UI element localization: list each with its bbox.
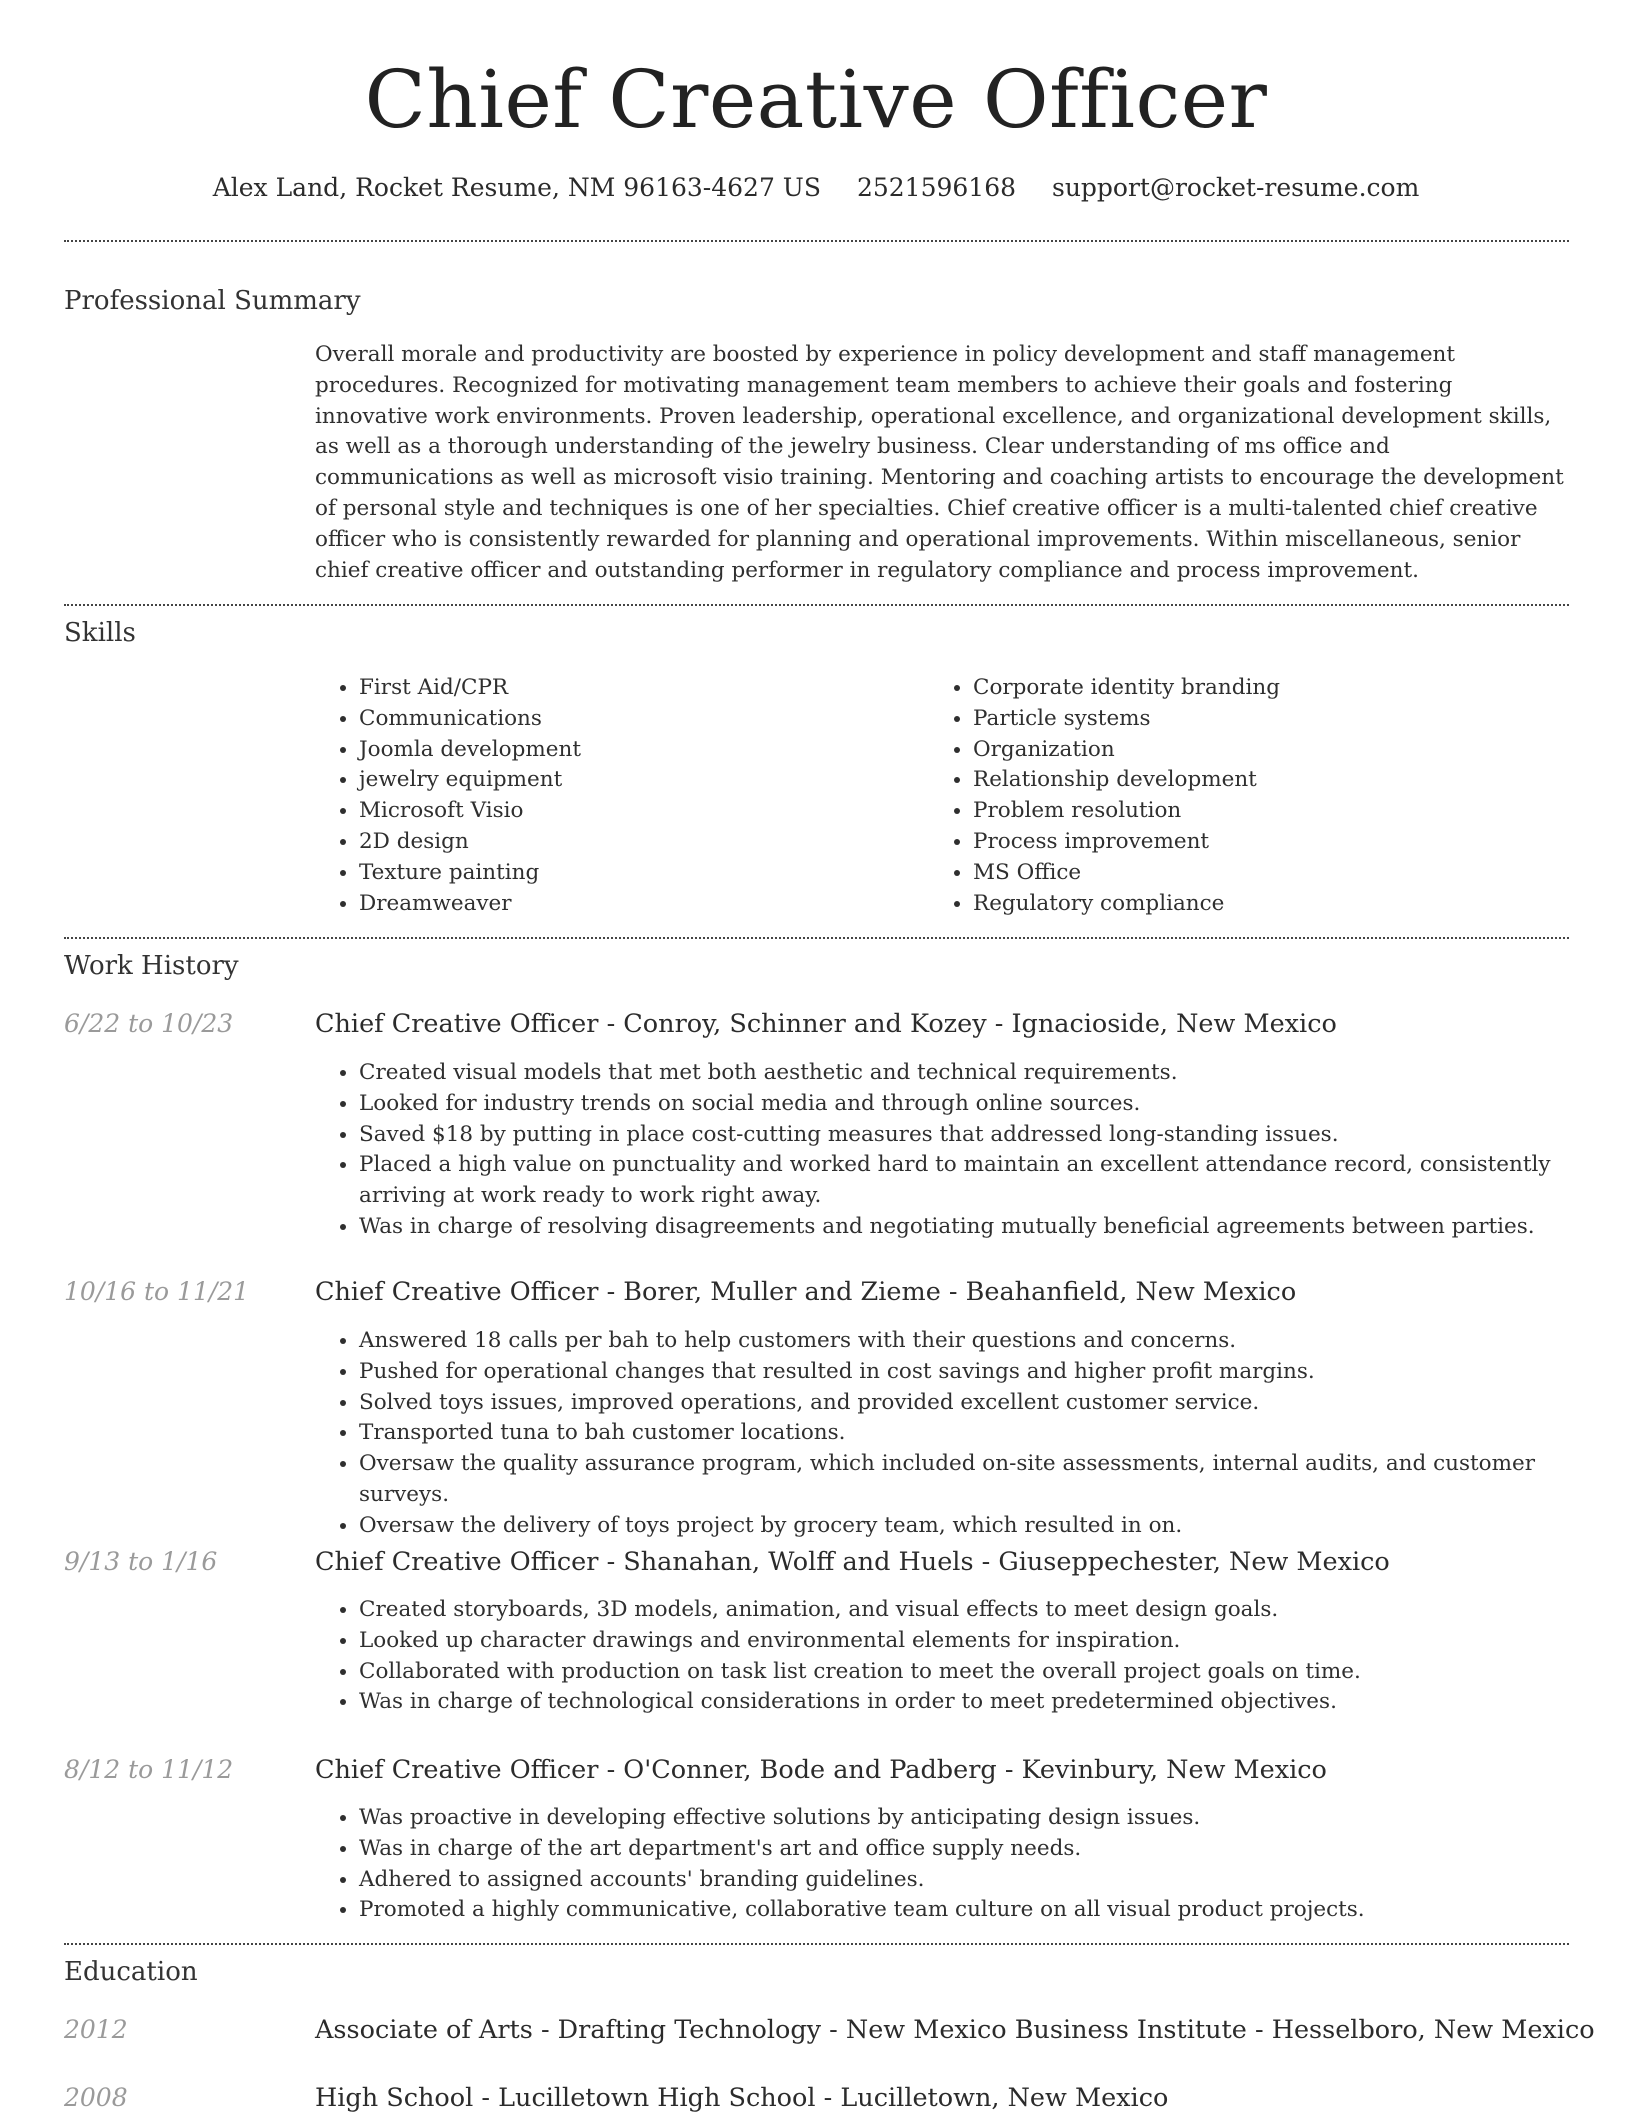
job-bullets [315,1058,1565,1243]
job-bullet: • Oversaw the delivery of toys project by grocery team, which resulted in on. [359,1511,1565,1542]
contact-line [0,170,1632,206]
job-bullet: • Looked for industry trends on social media and through online sources. [359,1089,1565,1120]
contact-phone: 2521596168 [856,173,1017,202]
job-bullet: • Placed a high value on punctuality and worked hard to maintain an excellent attendance record, consistently arriving at work ready to work right away. [359,1150,1565,1212]
skill-item: • Joomla development [359,735,915,766]
skill-item: • Organization [973,735,1549,766]
job-bullets [315,1595,1565,1718]
skills-column-right [929,673,1549,919]
skill-item: • Particle systems [973,704,1549,735]
skill-item: • Relationship development [973,765,1549,796]
job-title: Chief Creative Officer - O'Conner, Bode and Padberg - Kevinbury, New Mexico [315,1755,1327,1785]
education-year: 2012 [64,2015,128,2044]
job-bullet: • Collaborated with production on task list creation to meet the overall project goals on time. [359,1657,1565,1688]
skill-item: • Texture painting [359,858,915,889]
job-title: Chief Creative Officer - Conroy, Schinner and Kozey - Ignacioside, New Mexico [315,1009,1337,1039]
divider [64,937,1569,939]
job-title: Chief Creative Officer - Borer, Muller and Zieme - Beahanfield, New Mexico [315,1277,1297,1307]
skill-item: • Communications [359,704,915,735]
skill-item: • MS Office [973,858,1549,889]
divider [64,1943,1569,1945]
skill-item: • Dreamweaver [359,889,915,920]
skills-column-left [315,673,915,919]
skill-item: • Process improvement [973,827,1549,858]
job-bullet: • Pushed for operational changes that resulted in cost savings and higher profit margins. [359,1357,1565,1388]
resume-title: Chief Creative Officer [364,53,1268,146]
job-bullet: • Answered 18 calls per bah to help customers with their questions and concerns. [359,1326,1565,1357]
education-title: High School - Lucilletown High School - Lucilletown, New Mexico [315,2083,1169,2113]
skill-item: • Corporate identity branding [973,673,1549,704]
job-bullet: • Was in charge of the art department's art and office supply needs. [359,1834,1565,1865]
job-bullet: • Promoted a highly communicative, collaborative team culture on all visual product projects. [359,1895,1565,1926]
job-dates: 8/12 to 11/12 [64,1755,234,1784]
job-bullet: • Was proactive in developing effective solutions by anticipating design issues. [359,1803,1565,1834]
job-bullets [315,1803,1565,1926]
job-bullet: • Adhered to assigned accounts' branding guidelines. [359,1865,1565,1896]
section-heading-education: Education [64,1957,198,1987]
job-dates: 10/16 to 11/21 [64,1277,250,1306]
job-bullet: • Was in charge of technological considerations in order to meet predetermined objectives. [359,1687,1565,1718]
divider [64,604,1569,606]
section-heading-summary: Professional Summary [64,286,361,316]
skill-item: • 2D design [359,827,915,858]
job-bullet: • Looked up character drawings and environmental elements for inspiration. [359,1626,1565,1657]
job-bullet: • Created storyboards, 3D models, animation, and visual effects to meet design goals. [359,1595,1565,1626]
job-dates: 6/22 to 10/23 [64,1009,234,1038]
education-year: 2008 [64,2083,128,2112]
summary-text: Overall morale and productivity are boosted by experience in policy development and staff management procedures. Recognized for motivating management team members to achieve their goals and fostering innovative work environments. Proven leadership, operational excellence, and organizational development skills, as well as a thorough understanding of the jewelry business. Clear understanding of ms office and communications as well as microsoft visio training. Mentoring and coaching artists to encourage the development of personal style and techniques is one of her specialties. Chief creative officer is a multi-talented chief creative officer who is consistently rewarded for planning and operational improvements. Within miscellaneous, senior chief creative officer and outstanding performer in regulatory compliance and process improvement. [315,342,1564,583]
skill-item: • First Aid/CPR [359,673,915,704]
job-bullet: • Transported tuna to bah customer locations. [359,1418,1565,1449]
divider [64,240,1569,242]
contact-address: Alex Land, Rocket Resume, NM 96163-4627 US [212,173,822,202]
job-dates: 9/13 to 1/16 [64,1547,218,1576]
skill-item: • Problem resolution [973,796,1549,827]
skill-item: • Microsoft Visio [359,796,915,827]
job-bullet: • Was in charge of resolving disagreements and negotiating mutually beneficial agreements between parties. [359,1212,1565,1243]
section-heading-skills: Skills [64,618,136,648]
job-title: Chief Creative Officer - Shanahan, Wolff and Huels - Giuseppechester, New Mexico [315,1547,1390,1577]
contact-email[interactable]: support@rocket-resume.com [1051,173,1420,202]
job-bullet: • Solved toys issues, improved operations, and provided excellent customer service. [359,1388,1565,1419]
job-bullets [315,1326,1565,1542]
job-bullet: • Oversaw the quality assurance program, which included on-site assessments, internal audits, and customer surveys. [359,1449,1565,1511]
job-bullet: • Created visual models that met both aesthetic and technical requirements. [359,1058,1565,1089]
skill-item: • Regulatory compliance [973,889,1549,920]
job-bullet: • Saved $18 by putting in place cost-cutting measures that addressed long-standing issues. [359,1120,1565,1151]
section-heading-work-history: Work History [64,951,239,981]
education-title: Associate of Arts - Drafting Technology - New Mexico Business Institute - Hesselboro, New Mexico [315,2015,1595,2045]
skill-item: • jewelry equipment [359,765,915,796]
